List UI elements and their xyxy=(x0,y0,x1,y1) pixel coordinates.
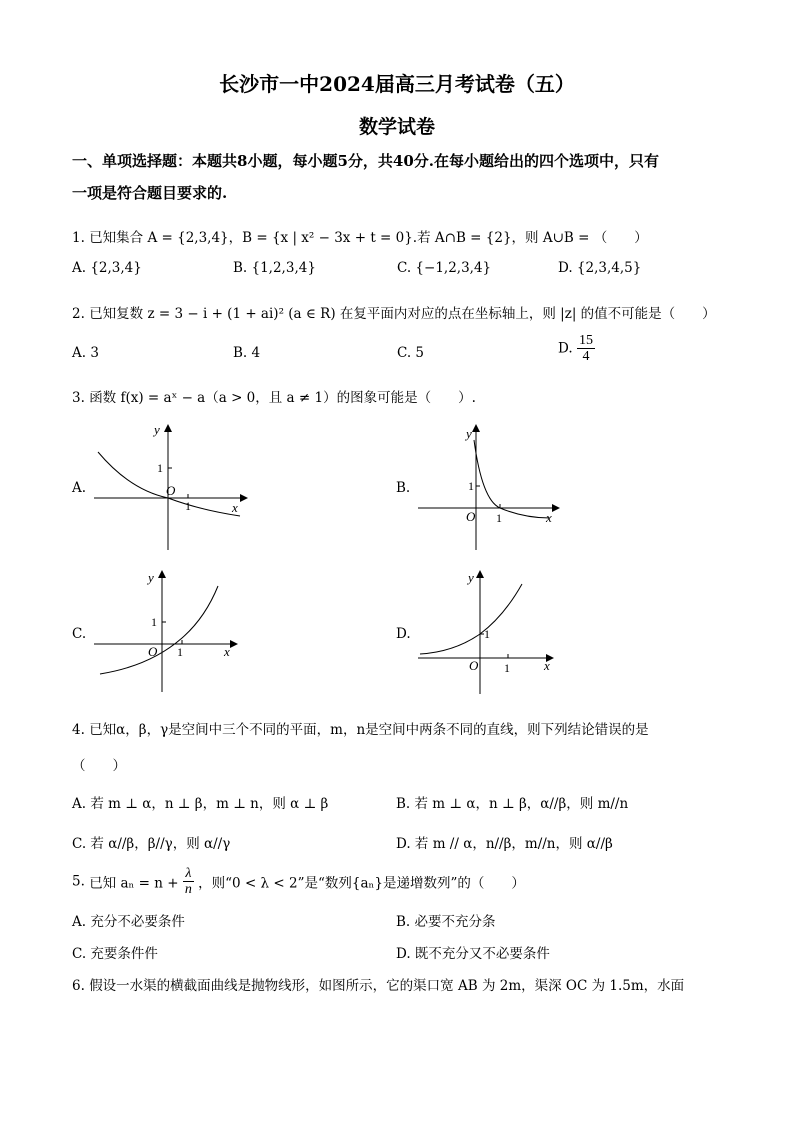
question-text: 假设一水渠的横截面曲线是抛物线形，如图所示，它的渠口宽 AB 为 2m，渠深 OC 为 1.5m，水面 xyxy=(89,978,685,994)
question-number: 5. xyxy=(72,873,85,890)
question-text-post: ，则“0 < λ < 2”是“数列{aₙ}是递增数列”的（ ） xyxy=(198,875,525,892)
q2-option-d xyxy=(558,333,595,364)
fraction-numerator: λ xyxy=(183,866,194,882)
x-axis-arrow xyxy=(552,504,560,512)
graph-a xyxy=(90,420,250,552)
q4-paren: （ ） xyxy=(72,758,126,774)
q5-option-b: B. 必要不充分条 xyxy=(396,914,496,930)
section-heading-line1: 一、单项选择题：本题共8小题，每小题5分，共40分.在每小题给出的四个选项中，只有 xyxy=(72,152,659,170)
graph-label-b: B. xyxy=(396,480,411,496)
x-axis-arrow xyxy=(230,640,238,648)
q2-option-a: A. 3 xyxy=(72,345,99,361)
question-6 xyxy=(72,974,684,994)
tick-label-y: 1 xyxy=(468,479,474,493)
option-label: D. xyxy=(558,340,573,357)
origin-label: O xyxy=(166,483,176,498)
q4-option-b: B. 若 m ⊥ α，n ⊥ β，α//β，则 m//n xyxy=(396,796,629,812)
y-axis-arrow xyxy=(476,570,484,578)
q4-option-c: C. 若 α//β，β//γ，则 α//γ xyxy=(72,836,231,852)
y-axis-arrow xyxy=(158,570,166,578)
question-text: 已知复数 z = 3 − i + (1 + ai)² (a ∈ R) 在复平面内对应的点在坐标轴上，则 |z| 的值不可能是（ ） xyxy=(89,306,716,322)
axis-label-y: y xyxy=(154,422,160,437)
question-2 xyxy=(72,302,716,322)
function-curve xyxy=(420,584,522,654)
origin-label: O xyxy=(148,644,158,659)
graph-d xyxy=(414,566,564,698)
origin-label: O xyxy=(466,509,476,524)
question-5 xyxy=(72,866,525,897)
x-axis-arrow xyxy=(240,494,248,502)
y-axis-arrow xyxy=(472,424,480,432)
fraction-denominator: 4 xyxy=(582,349,590,364)
origin-label: O xyxy=(469,658,479,673)
axis-label-y: y xyxy=(148,570,154,585)
q1-option-a: A. {2,3,4} xyxy=(72,260,142,276)
axis-label-x: x xyxy=(546,510,552,525)
axis-label-x: x xyxy=(544,658,550,673)
q1-option-c: C. {−1,2,3,4} xyxy=(397,260,492,276)
tick-label-x: 1 xyxy=(496,511,502,525)
q5-option-c: C. 充要条件件 xyxy=(72,946,158,962)
tick-label-y: 1 xyxy=(484,627,490,641)
question-text: 已知α，β，γ是空间中三个不同的平面，m，n是空间中两条不同的直线，则下列结论错误的是 xyxy=(89,722,649,738)
question-number: 6. xyxy=(72,978,85,994)
tick-label-x: 1 xyxy=(504,661,510,675)
graph-label-c: C. xyxy=(72,626,87,642)
axis-label-y: y xyxy=(468,570,474,585)
tick-label-y: 1 xyxy=(157,461,163,475)
question-text: 函数 f(x) = aˣ − a（a > 0，且 a ≠ 1）的图象可能是（ ）. xyxy=(89,390,476,406)
fraction-denominator: n xyxy=(184,882,192,897)
function-curve xyxy=(474,440,550,518)
question-4 xyxy=(72,718,649,738)
q4-option-a: A. 若 m ⊥ α，n ⊥ β，m ⊥ n，则 α ⊥ β xyxy=(72,796,329,812)
question-number: 4. xyxy=(72,722,85,738)
question-number: 3. xyxy=(72,390,85,406)
question-text-pre: 已知 aₙ = n + xyxy=(89,875,179,892)
question-3 xyxy=(72,386,476,406)
fraction-numerator: 15 xyxy=(578,333,593,348)
q4-option-d: D. 若 m // α，n//β，m//n，则 α//β xyxy=(396,836,613,852)
q5-option-a: A. 充分不必要条件 xyxy=(72,914,185,930)
fraction xyxy=(183,866,194,897)
q5-option-d: D. 既不充分又不必要条件 xyxy=(396,946,550,962)
graph-label-a: A. xyxy=(72,480,87,496)
axis-label-x: x xyxy=(224,644,230,659)
tick-label-x: 1 xyxy=(185,499,191,513)
tick-label-x: 1 xyxy=(177,645,183,659)
page-title: 长沙市一中2024届高三月考试卷（五） xyxy=(219,72,575,96)
y-axis-arrow xyxy=(164,424,172,432)
question-text: 已知集合 A = {2,3,4}，B = {x | x² − 3x + t = 0}.若 A∩B = {2}，则 A∪B = （ ） xyxy=(89,230,648,246)
tick-label-y: 1 xyxy=(151,615,157,629)
question-number: 2. xyxy=(72,306,85,322)
graph-c xyxy=(90,566,250,698)
q1-option-b: B. {1,2,3,4} xyxy=(233,260,316,276)
axis-label-y: y xyxy=(466,426,472,441)
question-1 xyxy=(72,226,648,246)
q1-option-d: D. {2,3,4,5} xyxy=(558,260,642,276)
fraction xyxy=(577,333,595,364)
page-subtitle: 数学试卷 xyxy=(358,116,435,138)
graph-b xyxy=(414,420,564,552)
q2-option-c: C. 5 xyxy=(397,345,425,361)
function-curve xyxy=(100,586,218,674)
axis-label-x: x xyxy=(232,500,238,515)
question-number: 1. xyxy=(72,230,85,246)
graph-label-d: D. xyxy=(396,626,411,642)
section-heading-line2: 一项是符合题目要求的. xyxy=(72,184,228,202)
q2-option-b: B. 4 xyxy=(233,345,261,361)
